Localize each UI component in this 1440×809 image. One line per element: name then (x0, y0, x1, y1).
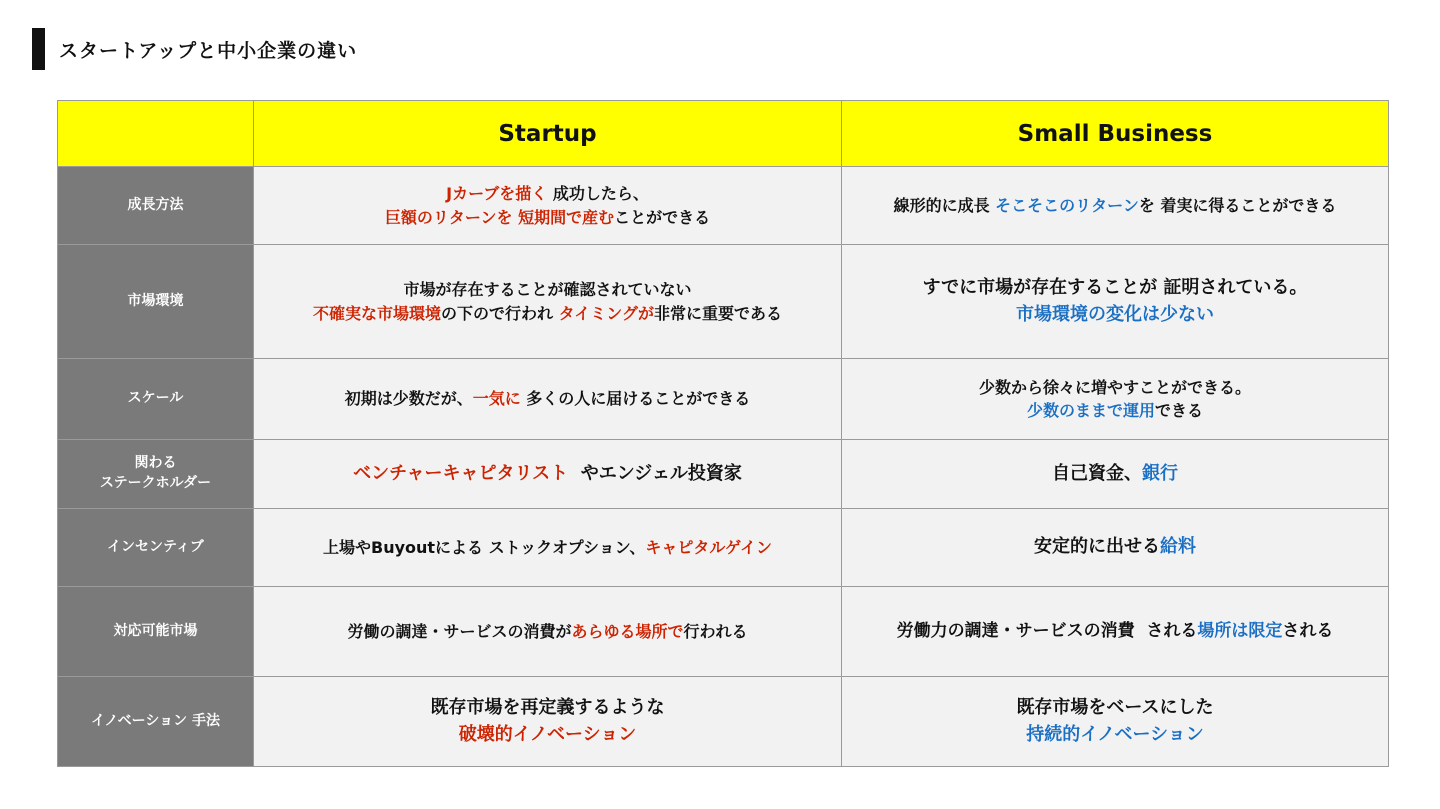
text-segment: 少数から徐々に増やすことができる。 (978, 377, 1251, 397)
text-segment: すでに市場が存在することが 証明されている。 (922, 277, 1308, 299)
text-segment: 多くの人に届けることができる (520, 389, 751, 409)
text-segment: ベンチャーキャピタリスト (353, 462, 569, 484)
table-row-addressable-market (58, 587, 1389, 677)
table-row-stakeholders (58, 440, 1389, 509)
small-business-cell-incentive (842, 509, 1389, 587)
row-label-scale: スケール (58, 359, 254, 440)
startup-cell-growth (254, 167, 842, 245)
startup-cell-market-environment (254, 245, 842, 359)
row-label-addressable-market: 対応可能市場 (58, 587, 254, 677)
text-segment: 一気に (472, 389, 521, 409)
text-segment: 既存市場をベースにした (1016, 697, 1214, 719)
startup-cell-scale (254, 359, 842, 440)
page-title-block (32, 28, 357, 70)
label-line: ステークホルダー (99, 475, 212, 491)
table-row-scale (58, 359, 1389, 440)
comparison-table (57, 100, 1389, 767)
text-segment: ことができる (614, 207, 711, 227)
text-segment: を 着実に得ることができる (1138, 195, 1337, 215)
small-business-cell-stakeholders (842, 440, 1389, 509)
header-corner-cell (58, 101, 254, 167)
text-segment: される (1282, 621, 1334, 642)
text-segment: 市場環境の変化は少ない (1016, 303, 1214, 325)
row-label-innovation: イノベーション 手法 (58, 677, 254, 767)
text-segment: 既存市場を再定義するような (430, 697, 665, 719)
text-segment: 安定的に出せる (1034, 536, 1160, 558)
header-small-business: Small Business (842, 101, 1389, 167)
text-segment: キャピタルゲイン (645, 537, 772, 557)
text-segment: 線形的に成長 (893, 195, 996, 215)
small-business-cell-addressable-market (842, 587, 1389, 677)
title-accent-bar (32, 28, 45, 70)
label-line: 関わる (134, 455, 177, 472)
row-label-incentive: インセンティブ (58, 509, 254, 587)
header-startup: Startup (254, 101, 842, 167)
row-label-growth: 成長方法 (58, 167, 254, 245)
text-segment: 労働の調達・サービスの消費が (347, 621, 572, 641)
page-title: スタートアップと中小企業の違い (59, 39, 358, 62)
text-segment: 破壊的イノベーション (458, 723, 637, 745)
text-segment: あらゆる場所で (571, 621, 684, 641)
table-row-market-environment (58, 245, 1389, 359)
text-segment: 巨額のリターンを 短期間で産む (384, 207, 615, 227)
startup-cell-addressable-market (254, 587, 842, 677)
text-segment: 行われる (683, 621, 748, 641)
text-segment: 労働力の調達・サービスの消費 される (896, 621, 1198, 642)
startup-cell-incentive (254, 509, 842, 587)
text-segment: 場所は限定 (1197, 621, 1283, 642)
text-segment: 給料 (1160, 536, 1196, 558)
startup-cell-stakeholders (254, 440, 842, 509)
table-row-incentive (58, 509, 1389, 587)
startup-cell-innovation (254, 677, 842, 767)
text-segment: 不確実な市場環境 (313, 303, 442, 323)
small-business-cell-growth (842, 167, 1389, 245)
text-segment: できる (1155, 401, 1204, 420)
text-segment: 市場が存在することが確認されていない (403, 280, 692, 300)
text-segment: 初期は少数だが、 (344, 389, 473, 409)
text-segment: 銀行 (1142, 462, 1178, 484)
small-business-cell-scale (842, 359, 1389, 440)
small-business-cell-innovation (842, 677, 1389, 767)
row-label-market-environment: 市場環境 (58, 245, 254, 359)
text-segment: Jカーブを描く (446, 184, 548, 204)
text-segment: 持続的イノベーション (1026, 723, 1204, 745)
text-segment: 少数のままで運用 (1026, 401, 1155, 420)
small-business-cell-market-environment (842, 245, 1389, 359)
text-segment: 成功したら、 (547, 184, 649, 204)
text-segment: タイミングが (558, 303, 654, 323)
text-segment: 上場やBuyoutによる ストックオプション、 (323, 537, 646, 557)
header-row (58, 101, 1389, 167)
text-segment: そこそこのリターン (995, 195, 1139, 215)
text-segment: 非常に重要である (653, 303, 782, 323)
table-row-innovation (58, 677, 1389, 767)
table-row-growth (58, 167, 1389, 245)
text-segment: やエンジェル投資家 (568, 462, 742, 484)
row-label-stakeholders (58, 440, 254, 509)
text-segment: 自己資金、 (1052, 462, 1142, 484)
text-segment: の下ので行われ (441, 303, 559, 323)
